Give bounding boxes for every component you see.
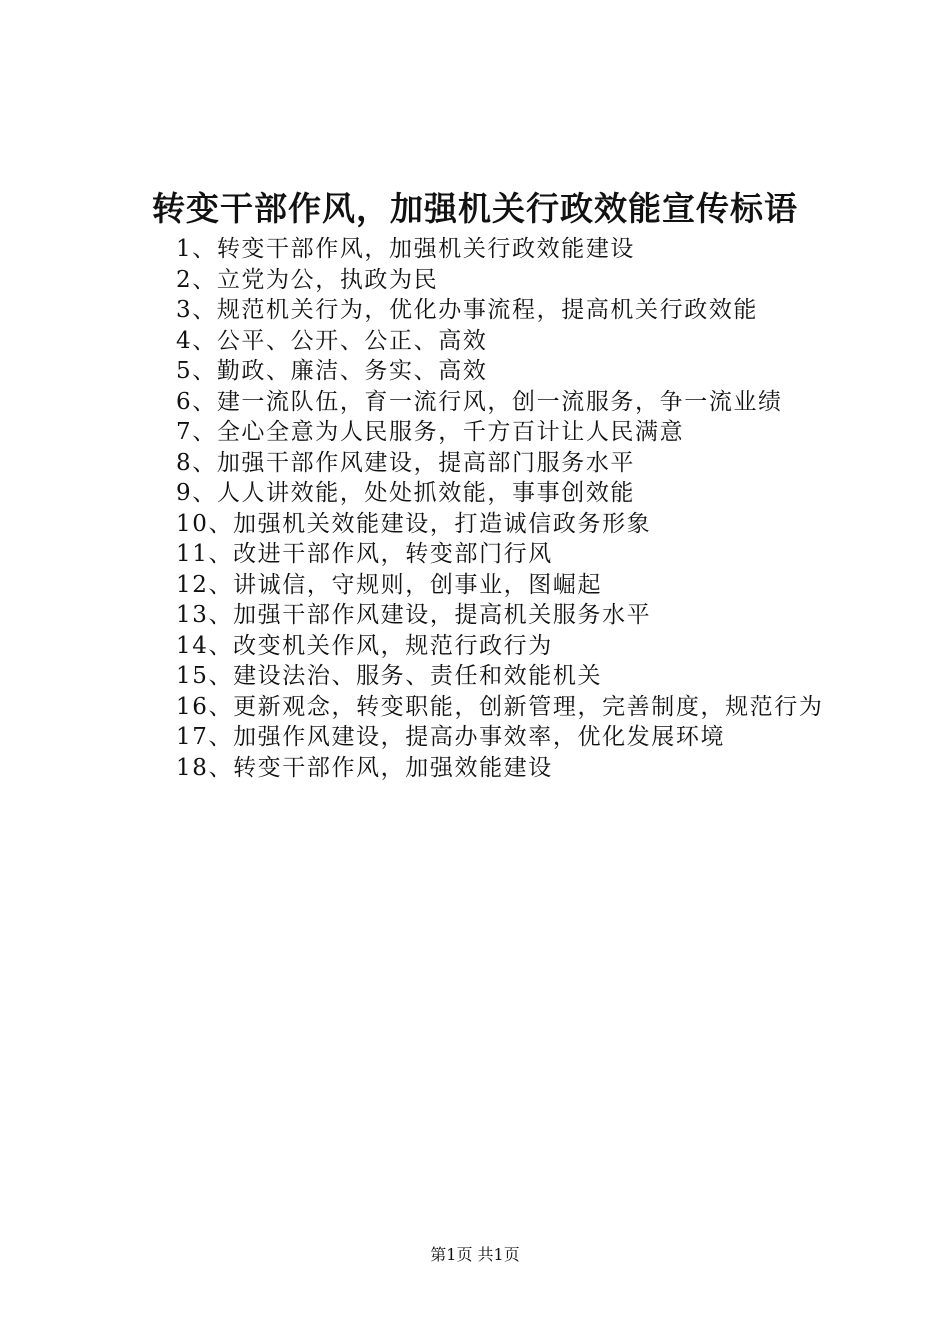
slogan-item: 5、勤政、廉洁、务实、高效 (176, 358, 488, 384)
slogan-item: 10、加强机关效能建设，打造诚信政务形象 (176, 510, 652, 537)
slogan-item: 3、规范机关行为，优化办事流程，提高机关行政效能 (176, 297, 759, 323)
slogan-item: 7、全心全意为人民服务，千方百计让人民满意 (176, 419, 685, 445)
slogan-item: 11、改进干部作风，转变部门行风 (176, 541, 553, 567)
document-title: 转变干部作风，加强机关行政效能宣传标语 (152, 189, 798, 228)
slogan-item: 16、更新观念，转变职能，创新管理，完善制度，规范行为 (176, 693, 824, 720)
slogan-item: 17、加强作风建设，提高办事效率，优化发展环境 (176, 724, 726, 750)
slogan-item: 9、人人讲效能，处处抓效能，事事创效能 (176, 480, 636, 506)
slogan-item: 6、建一流队伍，育一流行风，创一流服务，争一流业绩 (176, 388, 783, 415)
slogan-item: 12、讲诚信，守规则，创事业，图崛起 (176, 571, 603, 598)
page-footer: 第1页 共1页 (430, 1245, 520, 1264)
slogan-item: 13、加强干部作风建设，提高机关服务水平 (176, 602, 652, 628)
slogan-item: 1、转变干部作风，加强机关行政效能建设 (176, 236, 636, 262)
slogan-item: 4、公平、公开、公正、高效 (176, 327, 488, 354)
slogan-item: 8、加强干部作风建设，提高部门服务水平 (176, 449, 636, 476)
slogan-item: 18、转变干部作风，加强效能建设 (176, 754, 553, 781)
slogan-item: 2、立党为公，执政为民 (176, 266, 439, 293)
slogan-item: 14、改变机关作风，规范行政行为 (176, 632, 553, 659)
slogan-item: 15、建设法治、服务、责任和效能机关 (176, 663, 603, 689)
slogan-list (132, 234, 832, 783)
